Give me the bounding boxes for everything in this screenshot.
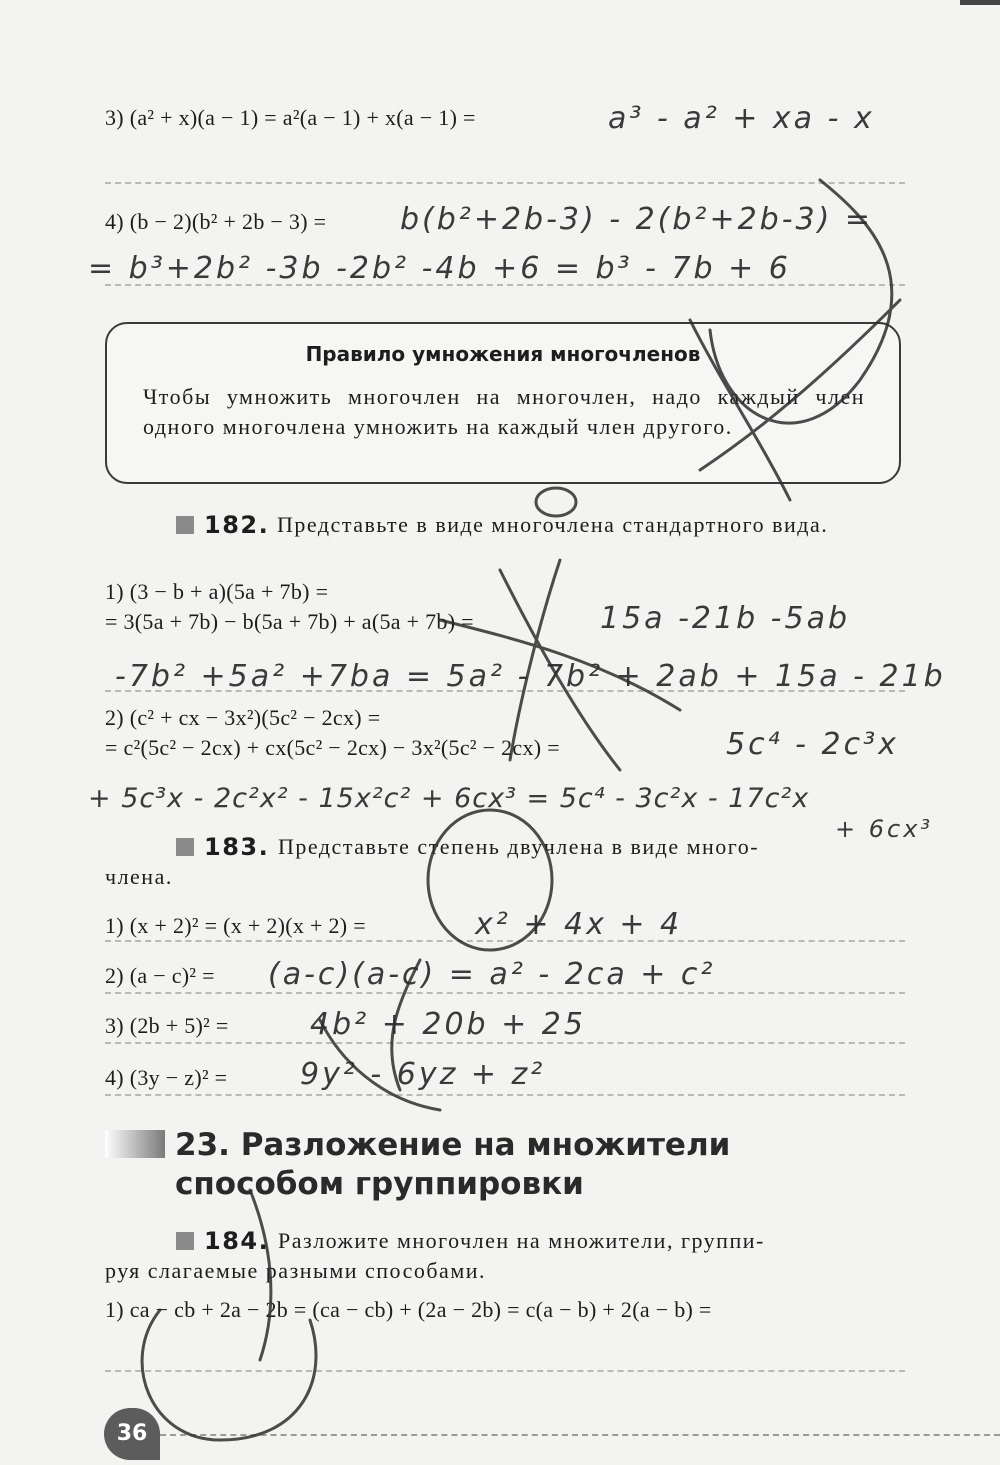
- task-number: 182.: [204, 511, 270, 539]
- task-marker-icon: [176, 838, 194, 856]
- task-182-item2-b: = c²(5c² − 2cx) + cx(5c² − 2cx) − 3x²(5c² − 2cx) =: [105, 735, 560, 760]
- task-marker-icon: [176, 1232, 194, 1250]
- task-184-heading: [176, 1226, 269, 1257]
- task-number: 183.: [204, 833, 270, 861]
- exercise-line-3: 3) (a² + x)(a − 1) = a²(a − 1) + x(a − 1) =: [105, 105, 476, 130]
- task-number: 184.: [204, 1227, 270, 1255]
- handwriting-183-2: (a-c)(a-c) = a² - 2ca + c²: [268, 957, 716, 992]
- handwriting-answer-4: b(b²+2b-3) - 2(b²+2b-3) =: [400, 202, 874, 237]
- task-183-text-2: члена.: [105, 864, 173, 889]
- task-184-text-2: руя слагаемые разными способами.: [105, 1258, 487, 1283]
- handwriting-182-2-cont: + 5c³x - 2c²x² - 15x²c² + 6cx³ = 5c⁴ - 3c²x - 17c²x: [88, 783, 810, 814]
- task-182-item1-a: 1) (3 − b + a)(5a + 7b) =: [105, 579, 329, 604]
- handwriting-answer-3: a³ - a² + xa - x: [608, 101, 875, 136]
- answer-dashed-line: [105, 1042, 905, 1044]
- answer-dashed-line: [105, 690, 905, 692]
- task-184-item1: 1) ca − cb + 2a − 2b = (ca − cb) + (2a − 2b) = c(a − b) + 2(a − b) =: [105, 1297, 712, 1322]
- answer-dashed-line: [105, 1370, 905, 1372]
- task-184-text-1: Разложите многочлен на множители, группи-: [278, 1228, 765, 1253]
- task-183-item4: 4) (3y − z)² =: [105, 1065, 228, 1090]
- section-title-line1: 23. Разложение на множители: [175, 1127, 731, 1163]
- handwriting-183-1: x² + 4x + 4: [475, 907, 683, 942]
- section-bar: [105, 1130, 165, 1158]
- answer-dashed-line: [105, 1094, 905, 1096]
- corner-mark: [960, 0, 1000, 5]
- answer-dashed-line: [105, 284, 905, 286]
- task-183-text-1: Представьте степень двучлена в виде много-: [278, 834, 760, 859]
- handwriting-183-3: 4b² + 20b + 25: [310, 1007, 586, 1042]
- task-182-item2-a: 2) (c² + cx − 3x²)(5c² − 2cx) =: [105, 705, 381, 730]
- answer-dashed-line: [105, 992, 905, 994]
- rule-box: [105, 322, 901, 484]
- handwriting-182-2: 5c⁴ - 2c³x: [726, 727, 899, 762]
- section-title: [175, 1126, 730, 1204]
- answer-dashed-line: [105, 182, 905, 184]
- task-182-item1-b: = 3(5a + 7b) − b(5a + 7b) + a(5a + 7b) =: [105, 609, 474, 634]
- task-183-item3: 3) (2b + 5)² =: [105, 1013, 229, 1038]
- handwriting-183-4: 9y² - 6yz + z²: [300, 1057, 546, 1092]
- handwriting-answer-4-cont: = b³+2b² -3b -2b² -4b +6 = b³ - 7b + 6: [88, 251, 791, 286]
- task-183-heading: [176, 832, 269, 863]
- task-183-item2: 2) (a − c)² =: [105, 963, 215, 988]
- section-title-line2: способом группировки: [175, 1166, 584, 1202]
- handwriting-182-1-cont: -7b² +5a² +7ba = 5a² - 7b² + 2ab + 15a - 21b: [115, 659, 946, 694]
- handwriting-182-1: 15a -21b -5ab: [600, 601, 851, 636]
- handwriting-182-2-cont2: + 6cx³: [835, 815, 934, 843]
- rule-text: Чтобы умножить многочлен на многочлен, надо каждый член одного многочлена умножить на каждый член другого.: [143, 384, 865, 439]
- page-number-badge: 36: [104, 1408, 160, 1460]
- task-183-item1: 1) (x + 2)² = (x + 2)(x + 2) =: [105, 913, 366, 938]
- scribble-stroke: [142, 1310, 316, 1440]
- exercise-line-4: 4) (b − 2)(b² + 2b − 3) =: [105, 209, 327, 234]
- rule-title: Правило умножения многочленов: [305, 342, 701, 366]
- bottom-rule: [160, 1434, 1000, 1436]
- answer-dashed-line: [105, 940, 905, 942]
- task-182-text: Представьте в виде многочлена стандартного вида.: [277, 512, 829, 537]
